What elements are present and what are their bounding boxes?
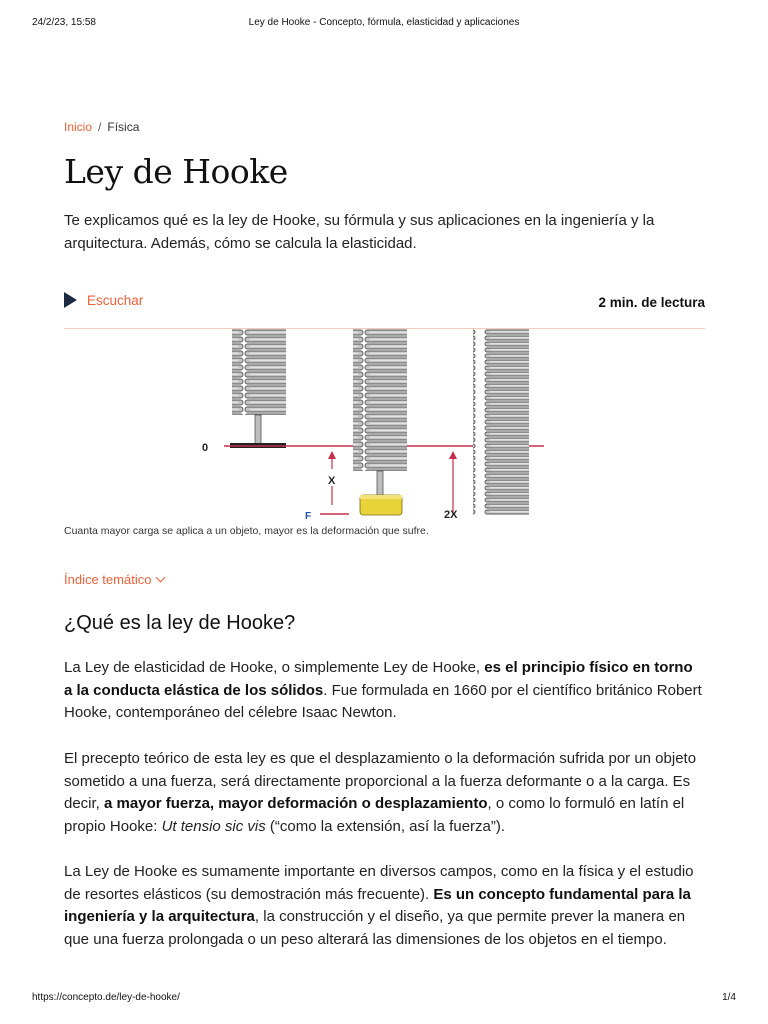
label-2x: 2X [444, 509, 458, 521]
p2-text-a: El precepto teórico de esta ley es que el desplazamiento o la deformación sufrida por un objeto sometido a una fuerza, será directamente proporcional a la fuerza deformante o a la carga. Es decir, [64, 750, 697, 813]
figure-caption: Cuanta mayor carga se aplica a un objeto, mayor es la deformación que sufre. [64, 525, 429, 537]
page-title: Ley de Hooke [64, 152, 288, 191]
spring-loaded-2f [473, 329, 529, 515]
p3-bold: Es un concepto fundamental para la ingeniería y la arquitectura [64, 885, 691, 926]
breadcrumb-separator: / [98, 120, 102, 134]
breadcrumb [64, 120, 139, 134]
p3-text-a: La Ley de Hooke es sumamente importante en diversos campos, como en la física y el estudio de resortes elásticos (su demostración más frecuente). [64, 863, 694, 903]
p1-text-c: . Fue formulada en 1660 por el científico británico Robert Hooke, contemporáneo del célebre Isaac Newton. [64, 681, 702, 722]
listen-button[interactable] [64, 292, 143, 308]
arrow-2x [449, 451, 457, 515]
section-heading: ¿Qué es la ley de Hooke? [64, 612, 296, 634]
p2-bold: a mayor fuerza, mayor deformación o desplazamiento [104, 795, 488, 813]
label-zero: 0 [202, 442, 209, 454]
springs-illustration [64, 329, 705, 522]
p2-latin-quote: Ut tensio sic vis [161, 817, 266, 835]
article-lead: Te explicamos qué es la ley de Hooke, su fórmula y sus aplicaciones en la ingeniería y la arquitectura. Además, cómo se calcula la elasticidad. [64, 212, 655, 252]
listen-label: Escuchar [87, 292, 144, 308]
paragraph-3 [64, 861, 705, 951]
read-time: 2 min. de lectura [598, 295, 705, 310]
toc-label: Índice temático [64, 572, 152, 587]
p1-bold: es el principio físico en torno a la conducta elástica de los sólidos [64, 659, 693, 699]
chevron-down-icon [156, 573, 166, 583]
spring-loaded-f [353, 329, 407, 515]
print-page-count: 1/4 [722, 992, 736, 1003]
print-date: 24/2/23, 15:58 [32, 17, 96, 28]
play-icon [64, 292, 77, 308]
toc-toggle[interactable] [64, 572, 164, 587]
label-f: F [305, 511, 312, 522]
label-x: X [328, 475, 336, 487]
paragraph-2 [64, 748, 705, 838]
hooke-figure [64, 329, 705, 522]
breadcrumb-current: Física [107, 120, 140, 134]
print-url: https://concepto.de/ley-de-hooke/ [32, 992, 180, 1003]
listen-row [64, 290, 705, 314]
p1-text-a: La Ley de elasticidad de Hooke, o simplemente Ley de Hooke, [64, 659, 485, 676]
paragraph-1 [64, 657, 705, 725]
spring-unloaded [230, 329, 286, 448]
p2-text-c: , o como lo formuló en latín el propio Hooke: [64, 795, 685, 835]
p2-text-e: (“como la extensión, así la fuerza”). [265, 817, 506, 835]
breadcrumb-home-link[interactable]: Inicio [64, 120, 93, 134]
print-header [0, 17, 768, 31]
p3-text-c: , la construcción y el diseño, ya que permite prever la manera en que una fuerza prolongada o un peso alterará las dimensiones de los objetos en el tiempo. [64, 908, 686, 948]
print-doc-title: Ley de Hooke - Concepto, fórmula, elasticidad y aplicaciones [248, 17, 520, 28]
